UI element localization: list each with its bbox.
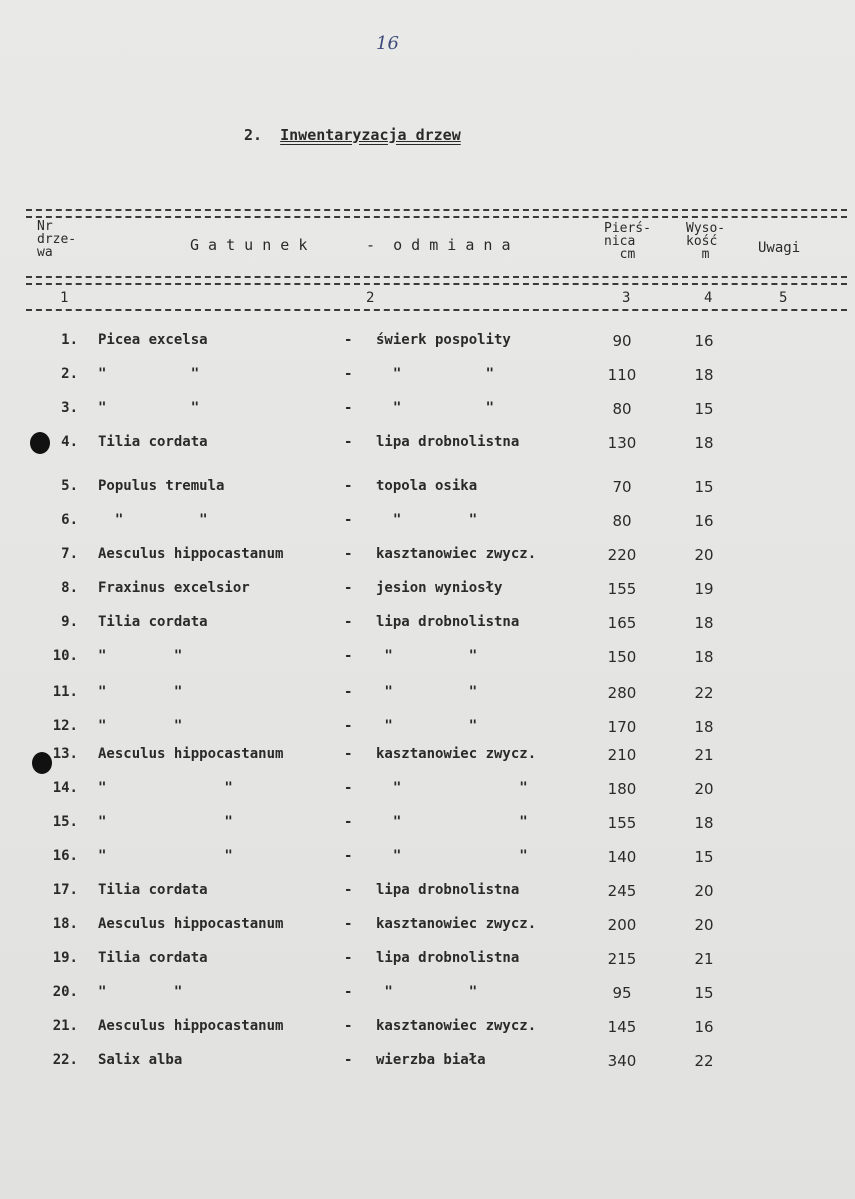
circumference-cm: 210 [607, 746, 637, 764]
circumference-cm: 155 [607, 814, 637, 832]
latin-name: " " [98, 366, 200, 382]
polish-name: kasztanowiec zwycz. [376, 916, 537, 932]
tree-number: 6. [61, 512, 78, 528]
table-row [0, 814, 855, 838]
table-row [0, 512, 855, 536]
circumference-cm: 70 [612, 478, 632, 496]
tree-number: 2. [61, 366, 78, 382]
table-row [0, 546, 855, 570]
circumference-cm: 200 [607, 916, 637, 934]
tree-number: 8. [61, 580, 78, 596]
circumference-cm: 165 [607, 614, 637, 632]
latin-name: Fraxinus excelsior [98, 580, 250, 596]
height-m: 18 [694, 614, 714, 632]
polish-name: " " [376, 780, 528, 796]
polish-name: lipa drobnolistna [376, 950, 520, 966]
separator-dash: - [344, 1052, 353, 1068]
separator-dash: - [344, 1018, 353, 1034]
circumference-cm: 80 [612, 512, 632, 530]
tree-number: 1. [61, 332, 78, 348]
height-m: 18 [694, 718, 714, 736]
latin-name: Picea excelsa [98, 332, 208, 348]
circumference-cm: 130 [607, 434, 637, 452]
height-m: 20 [694, 882, 714, 900]
table-row [0, 614, 855, 638]
polish-name: kasztanowiec zwycz. [376, 746, 537, 762]
separator-dash: - [344, 882, 353, 898]
polish-name: lipa drobnolistna [376, 882, 520, 898]
polish-name: " " [376, 718, 478, 734]
latin-name: Populus tremula [98, 478, 225, 494]
circumference-cm: 170 [607, 718, 637, 736]
header-uwagi: Uwagi [758, 240, 801, 256]
circumference-cm: 150 [607, 648, 637, 666]
height-m: 15 [694, 400, 714, 418]
polish-name: lipa drobnolistna [376, 434, 520, 450]
section-number: 2. [244, 126, 263, 144]
circumference-cm: 180 [607, 780, 637, 798]
column-number-1: 1 [60, 290, 69, 306]
circumference-cm: 215 [607, 950, 637, 968]
latin-name: " " [98, 848, 233, 864]
height-m: 22 [694, 684, 714, 702]
tree-number: 4. [61, 434, 78, 450]
table-row [0, 400, 855, 424]
separator-dash: - [344, 984, 353, 1000]
circumference-cm: 245 [607, 882, 637, 900]
table-row [0, 882, 855, 906]
height-m: 15 [694, 848, 714, 866]
table-row [0, 332, 855, 356]
polish-name: " " [376, 984, 478, 1000]
latin-name: " " [98, 648, 183, 664]
tree-number: 20. [52, 984, 78, 1000]
polish-name: " " [376, 366, 495, 382]
separator-dash: - [344, 512, 353, 528]
tree-number: 15. [52, 814, 78, 830]
header-top-rule [26, 209, 847, 218]
height-m: 21 [694, 950, 714, 968]
separator-dash: - [344, 546, 353, 562]
separator-dash: - [344, 814, 353, 830]
header-odmiana: - o d m i a n a [366, 236, 511, 254]
section-title-text: Inwentaryzacja drzew [280, 126, 461, 144]
polish-name: " " [376, 648, 478, 664]
table-row [0, 848, 855, 872]
latin-name: Aesculus hippocastanum [98, 546, 284, 562]
latin-name: Aesculus hippocastanum [98, 746, 284, 762]
tree-number: 11. [52, 684, 78, 700]
table-row [0, 718, 855, 742]
table-row [0, 366, 855, 390]
separator-dash: - [344, 780, 353, 796]
latin-name: " " [98, 780, 233, 796]
tree-number: 17. [52, 882, 78, 898]
height-m: 15 [694, 478, 714, 496]
height-m: 18 [694, 366, 714, 384]
height-m: 20 [694, 780, 714, 798]
table-row [0, 950, 855, 974]
page-number: 16 [376, 33, 399, 54]
latin-name: " " [98, 512, 208, 528]
circumference-cm: 140 [607, 848, 637, 866]
circumference-cm: 95 [612, 984, 632, 1002]
latin-name: " " [98, 718, 183, 734]
height-m: 19 [694, 580, 714, 598]
tree-number: 7. [61, 546, 78, 562]
separator-dash: - [344, 400, 353, 416]
tree-number: 13. [52, 746, 78, 762]
header-wysokosc: Wyso- kość m [686, 221, 726, 262]
polish-name: " " [376, 684, 478, 700]
section-title [244, 126, 461, 144]
separator-dash: - [344, 478, 353, 494]
separator-dash: - [344, 950, 353, 966]
height-m: 16 [694, 332, 714, 350]
height-m: 21 [694, 746, 714, 764]
polish-name: kasztanowiec zwycz. [376, 1018, 537, 1034]
tree-number: 18. [52, 916, 78, 932]
latin-name: " " [98, 984, 183, 1000]
latin-name: Tilia cordata [98, 434, 208, 450]
height-m: 15 [694, 984, 714, 1002]
table-row [0, 648, 855, 672]
latin-name: Tilia cordata [98, 614, 208, 630]
height-m: 18 [694, 648, 714, 666]
column-number-2: 2 [366, 290, 375, 306]
height-m: 22 [694, 1052, 714, 1070]
latin-name: Salix alba [98, 1052, 183, 1068]
circumference-cm: 80 [612, 400, 632, 418]
column-number-5: 5 [779, 290, 788, 306]
latin-name: Aesculus hippocastanum [98, 916, 284, 932]
table-row [0, 580, 855, 604]
tree-number: 5. [61, 478, 78, 494]
table-row [0, 478, 855, 502]
latin-name: " " [98, 400, 200, 416]
table-row [0, 1018, 855, 1042]
separator-dash: - [344, 332, 353, 348]
circumference-cm: 145 [607, 1018, 637, 1036]
header-piersnica: Pierś- nica cm [604, 221, 651, 262]
header-bottom-rule [26, 276, 847, 285]
separator-dash: - [344, 580, 353, 596]
latin-name: " " [98, 684, 183, 700]
height-m: 16 [694, 512, 714, 530]
column-number-3: 3 [622, 290, 631, 306]
separator-dash: - [344, 434, 353, 450]
tree-number: 9. [61, 614, 78, 630]
tree-number: 12. [52, 718, 78, 734]
header-nr: Nr drze- wa [37, 219, 77, 260]
table-row [0, 916, 855, 940]
circumference-cm: 110 [607, 366, 637, 384]
separator-dash: - [344, 366, 353, 382]
tree-number: 3. [61, 400, 78, 416]
polish-name: lipa drobnolistna [376, 614, 520, 630]
separator-dash: - [344, 648, 353, 664]
tree-number: 14. [52, 780, 78, 796]
table-row [0, 780, 855, 804]
latin-name: Aesculus hippocastanum [98, 1018, 284, 1034]
separator-dash: - [344, 746, 353, 762]
tree-number: 22. [52, 1052, 78, 1068]
polish-name: " " [376, 814, 528, 830]
circumference-cm: 220 [607, 546, 637, 564]
height-m: 16 [694, 1018, 714, 1036]
table-row [0, 746, 855, 770]
latin-name: Tilia cordata [98, 882, 208, 898]
polish-name: " " [376, 848, 528, 864]
tree-number: 21. [52, 1018, 78, 1034]
polish-name: topola osika [376, 478, 478, 494]
column-number-rule [26, 309, 847, 311]
height-m: 18 [694, 814, 714, 832]
polish-name: " " [376, 400, 495, 416]
table-row [0, 434, 855, 458]
polish-name: jesion wyniosły [376, 580, 503, 596]
table-row [0, 1052, 855, 1076]
tree-number: 10. [52, 648, 78, 664]
table-row [0, 684, 855, 708]
circumference-cm: 155 [607, 580, 637, 598]
separator-dash: - [344, 718, 353, 734]
circumference-cm: 280 [607, 684, 637, 702]
header-gatunek: G a t u n e k [190, 236, 308, 254]
column-number-4: 4 [704, 290, 713, 306]
separator-dash: - [344, 684, 353, 700]
table-row [0, 984, 855, 1008]
separator-dash: - [344, 916, 353, 932]
latin-name: Tilia cordata [98, 950, 208, 966]
height-m: 20 [694, 546, 714, 564]
tree-number: 16. [52, 848, 78, 864]
circumference-cm: 340 [607, 1052, 637, 1070]
polish-name: " " [376, 512, 478, 528]
polish-name: świerk pospolity [376, 332, 511, 348]
tree-number: 19. [52, 950, 78, 966]
separator-dash: - [344, 614, 353, 630]
height-m: 20 [694, 916, 714, 934]
separator-dash: - [344, 848, 353, 864]
polish-name: kasztanowiec zwycz. [376, 546, 537, 562]
latin-name: " " [98, 814, 233, 830]
polish-name: wierzba biała [376, 1052, 486, 1068]
circumference-cm: 90 [612, 332, 632, 350]
height-m: 18 [694, 434, 714, 452]
